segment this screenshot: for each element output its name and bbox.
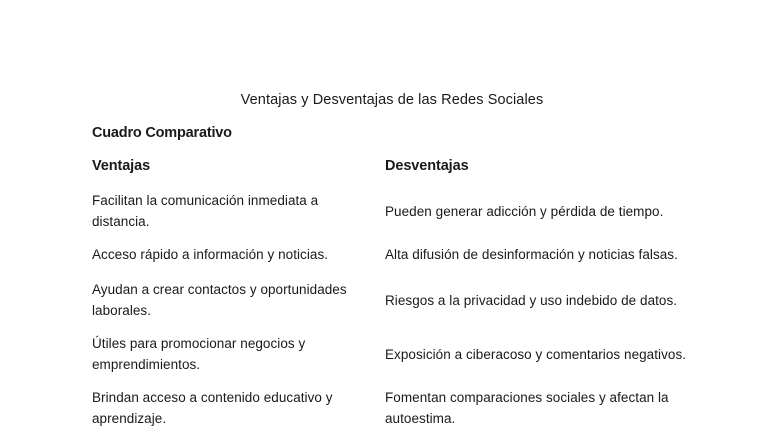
- desventaja-cell: Alta difusión de desinformación y noticias falsas.: [385, 247, 678, 262]
- comparison-table: [92, 190, 712, 441]
- desventaja-cell: Pueden generar adicción y pérdida de tiempo.: [385, 203, 664, 219]
- ventaja-cell: Facilitan la comunicación inmediata a distancia.: [92, 193, 319, 229]
- table-row: [92, 279, 712, 321]
- column-header-desventajas: Desventajas: [385, 158, 469, 174]
- ventaja-cell: Brindan acceso a contenido educativo y aprendizaje.: [92, 390, 333, 426]
- column-header-ventajas: Ventajas: [92, 158, 151, 174]
- desventaja-cell: Riesgos a la privacidad y uso indebido de datos.: [385, 292, 678, 308]
- table-row: [92, 333, 712, 375]
- document-title: Ventajas y Desventajas de las Redes Sociales: [240, 92, 544, 108]
- table-row: [92, 190, 712, 232]
- ventaja-cell: Ayudan a crear contactos y oportunidades laborales.: [92, 282, 347, 318]
- desventaja-cell: Fomentan comparaciones sociales y afectan la autoestima.: [385, 390, 669, 426]
- ventaja-cell: Útiles para promocionar negocios y emprendimientos.: [92, 336, 306, 372]
- document-subtitle: Cuadro Comparativo: [92, 125, 232, 141]
- table-row: [92, 244, 712, 265]
- ventaja-cell: Acceso rápido a información y noticias.: [92, 247, 329, 262]
- table-row: [92, 387, 712, 429]
- desventaja-cell: Exposición a ciberacoso y comentarios negativos.: [385, 346, 687, 362]
